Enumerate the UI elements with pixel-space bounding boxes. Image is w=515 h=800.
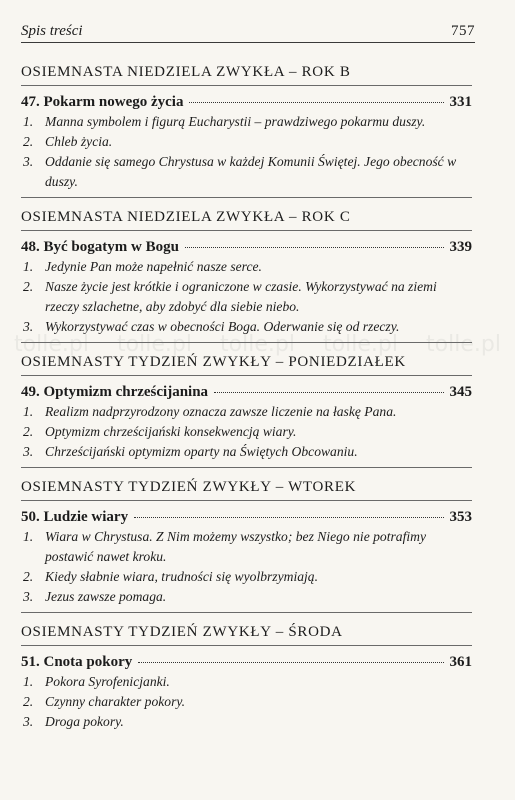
- toc-section: [21, 207, 472, 343]
- point-text: Pokora Syrofenicjanki.: [45, 674, 170, 689]
- list-item: [21, 692, 472, 712]
- entry-page-number: 345: [449, 384, 472, 400]
- toc-section: [21, 622, 472, 737]
- point-text: Wykorzystywać czas w obecności Boga. Oderwanie się od rzeczy.: [45, 319, 400, 334]
- toc-entry: [21, 237, 472, 257]
- entry-page-number: 331: [449, 94, 472, 110]
- point-number: 2.: [23, 569, 34, 584]
- point-text: Wiara w Chrystusa. Z Nim możemy wszystko; bez Niego nie potrafimy postawić nawet kroku.: [45, 529, 426, 564]
- point-text: Jedynie Pan może napełnić nasze serce.: [45, 259, 262, 274]
- list-item: [21, 277, 472, 317]
- toc-section: [21, 477, 472, 613]
- point-text: Kiedy słabnie wiara, trudności się wyolbrzymiają.: [45, 569, 318, 584]
- point-text: Chrześcijański optymizm oparty na Świętych Obcowaniu.: [45, 444, 358, 459]
- point-number: 1.: [23, 114, 34, 129]
- dot-leader: [185, 247, 444, 248]
- point-number: 1.: [23, 674, 34, 689]
- toc-section: [21, 352, 472, 468]
- toc-entry: [21, 652, 472, 672]
- point-text: Jezus zawsze pomaga.: [45, 589, 167, 604]
- point-number: 1.: [23, 259, 34, 274]
- point-number: 3.: [23, 319, 34, 334]
- entry-points: [21, 112, 472, 192]
- dot-leader: [189, 102, 443, 103]
- table-of-contents: [21, 62, 472, 746]
- point-number: 3.: [23, 154, 34, 169]
- dot-leader: [214, 392, 443, 393]
- toc-entry: [21, 92, 472, 112]
- toc-section: [21, 62, 472, 198]
- entry-page-number: 353: [449, 509, 472, 525]
- point-number: 3.: [23, 589, 34, 604]
- entry-title: 49. Optymizm chrześcijanina: [21, 384, 209, 400]
- section-heading: OSIEMNASTY TYDZIEŃ ZWYKŁY – ŚRODA: [21, 622, 472, 646]
- page-number: 757: [451, 23, 475, 39]
- entry-title: 48. Być bogatym w Bogu: [21, 239, 179, 255]
- running-title: Spis treści: [21, 23, 83, 39]
- list-item: [21, 317, 472, 337]
- entry-points: [21, 527, 472, 607]
- list-item: [21, 422, 472, 442]
- dot-leader: [134, 517, 443, 518]
- watermark-text: tolle.pl: [426, 331, 501, 357]
- entry-points: [21, 257, 472, 337]
- entry-title: 47. Pokarm nowego życia: [21, 94, 184, 110]
- toc-entry: [21, 507, 472, 527]
- entry-title: 51. Cnota pokory: [21, 654, 133, 670]
- toc-entry: [21, 382, 472, 402]
- entry-points: [21, 402, 472, 462]
- point-text: Realizm nadprzyrodzony oznacza zawsze liczenie na łaskę Pana.: [45, 404, 397, 419]
- point-number: 2.: [23, 694, 34, 709]
- section-heading: OSIEMNASTA NIEDZIELA ZWYKŁA – ROK B: [21, 62, 472, 86]
- watermark-text: tolle.pl: [323, 331, 398, 357]
- list-item: [21, 112, 472, 132]
- list-item: [21, 712, 472, 732]
- list-item: [21, 527, 472, 567]
- point-number: 1.: [23, 529, 34, 544]
- point-text: Oddanie się samego Chrystusa w każdej Komunii Świętej. Jego obecność w duszy.: [45, 154, 457, 189]
- point-number: 1.: [23, 404, 34, 419]
- point-number: 3.: [23, 714, 34, 729]
- section-heading: OSIEMNASTA NIEDZIELA ZWYKŁA – ROK C: [21, 207, 472, 231]
- list-item: [21, 672, 472, 692]
- watermark-text: tolle.pl: [220, 331, 295, 357]
- entry-page-number: 361: [449, 654, 472, 670]
- point-text: Droga pokory.: [45, 714, 124, 729]
- entry-page-number: 339: [449, 239, 472, 255]
- point-number: 2.: [23, 279, 34, 294]
- list-item: [21, 442, 472, 462]
- entry-points: [21, 672, 472, 732]
- list-item: [21, 402, 472, 422]
- list-item: [21, 587, 472, 607]
- point-number: 2.: [23, 424, 34, 439]
- list-item: [21, 257, 472, 277]
- watermark-text: tolle.pl: [117, 331, 192, 357]
- list-item: [21, 132, 472, 152]
- point-text: Chleb życia.: [45, 134, 113, 149]
- page-header: [21, 14, 475, 43]
- list-item: [21, 567, 472, 587]
- point-text: Manna symbolem i figurą Eucharystii – prawdziwego pokarmu duszy.: [45, 114, 426, 129]
- point-number: 2.: [23, 134, 34, 149]
- list-item: [21, 152, 472, 192]
- point-text: Optymizm chrześcijański konsekwencją wiary.: [45, 424, 297, 439]
- dot-leader: [138, 662, 443, 663]
- section-heading: OSIEMNASTY TYDZIEŃ ZWYKŁY – PONIEDZIAŁEK: [21, 352, 472, 376]
- point-text: Czynny charakter pokory.: [45, 694, 186, 709]
- point-text: Nasze życie jest krótkie i ograniczone w czasie. Wykorzystywać na ziemi rzeczy szlachetne, aby zdobyć dla siebie niebo.: [45, 279, 437, 314]
- entry-title: 50. Ludzie wiary: [21, 509, 129, 525]
- point-number: 3.: [23, 444, 34, 459]
- watermark-text: tolle.pl: [14, 331, 89, 357]
- section-heading: OSIEMNASTY TYDZIEŃ ZWYKŁY – WTOREK: [21, 477, 472, 501]
